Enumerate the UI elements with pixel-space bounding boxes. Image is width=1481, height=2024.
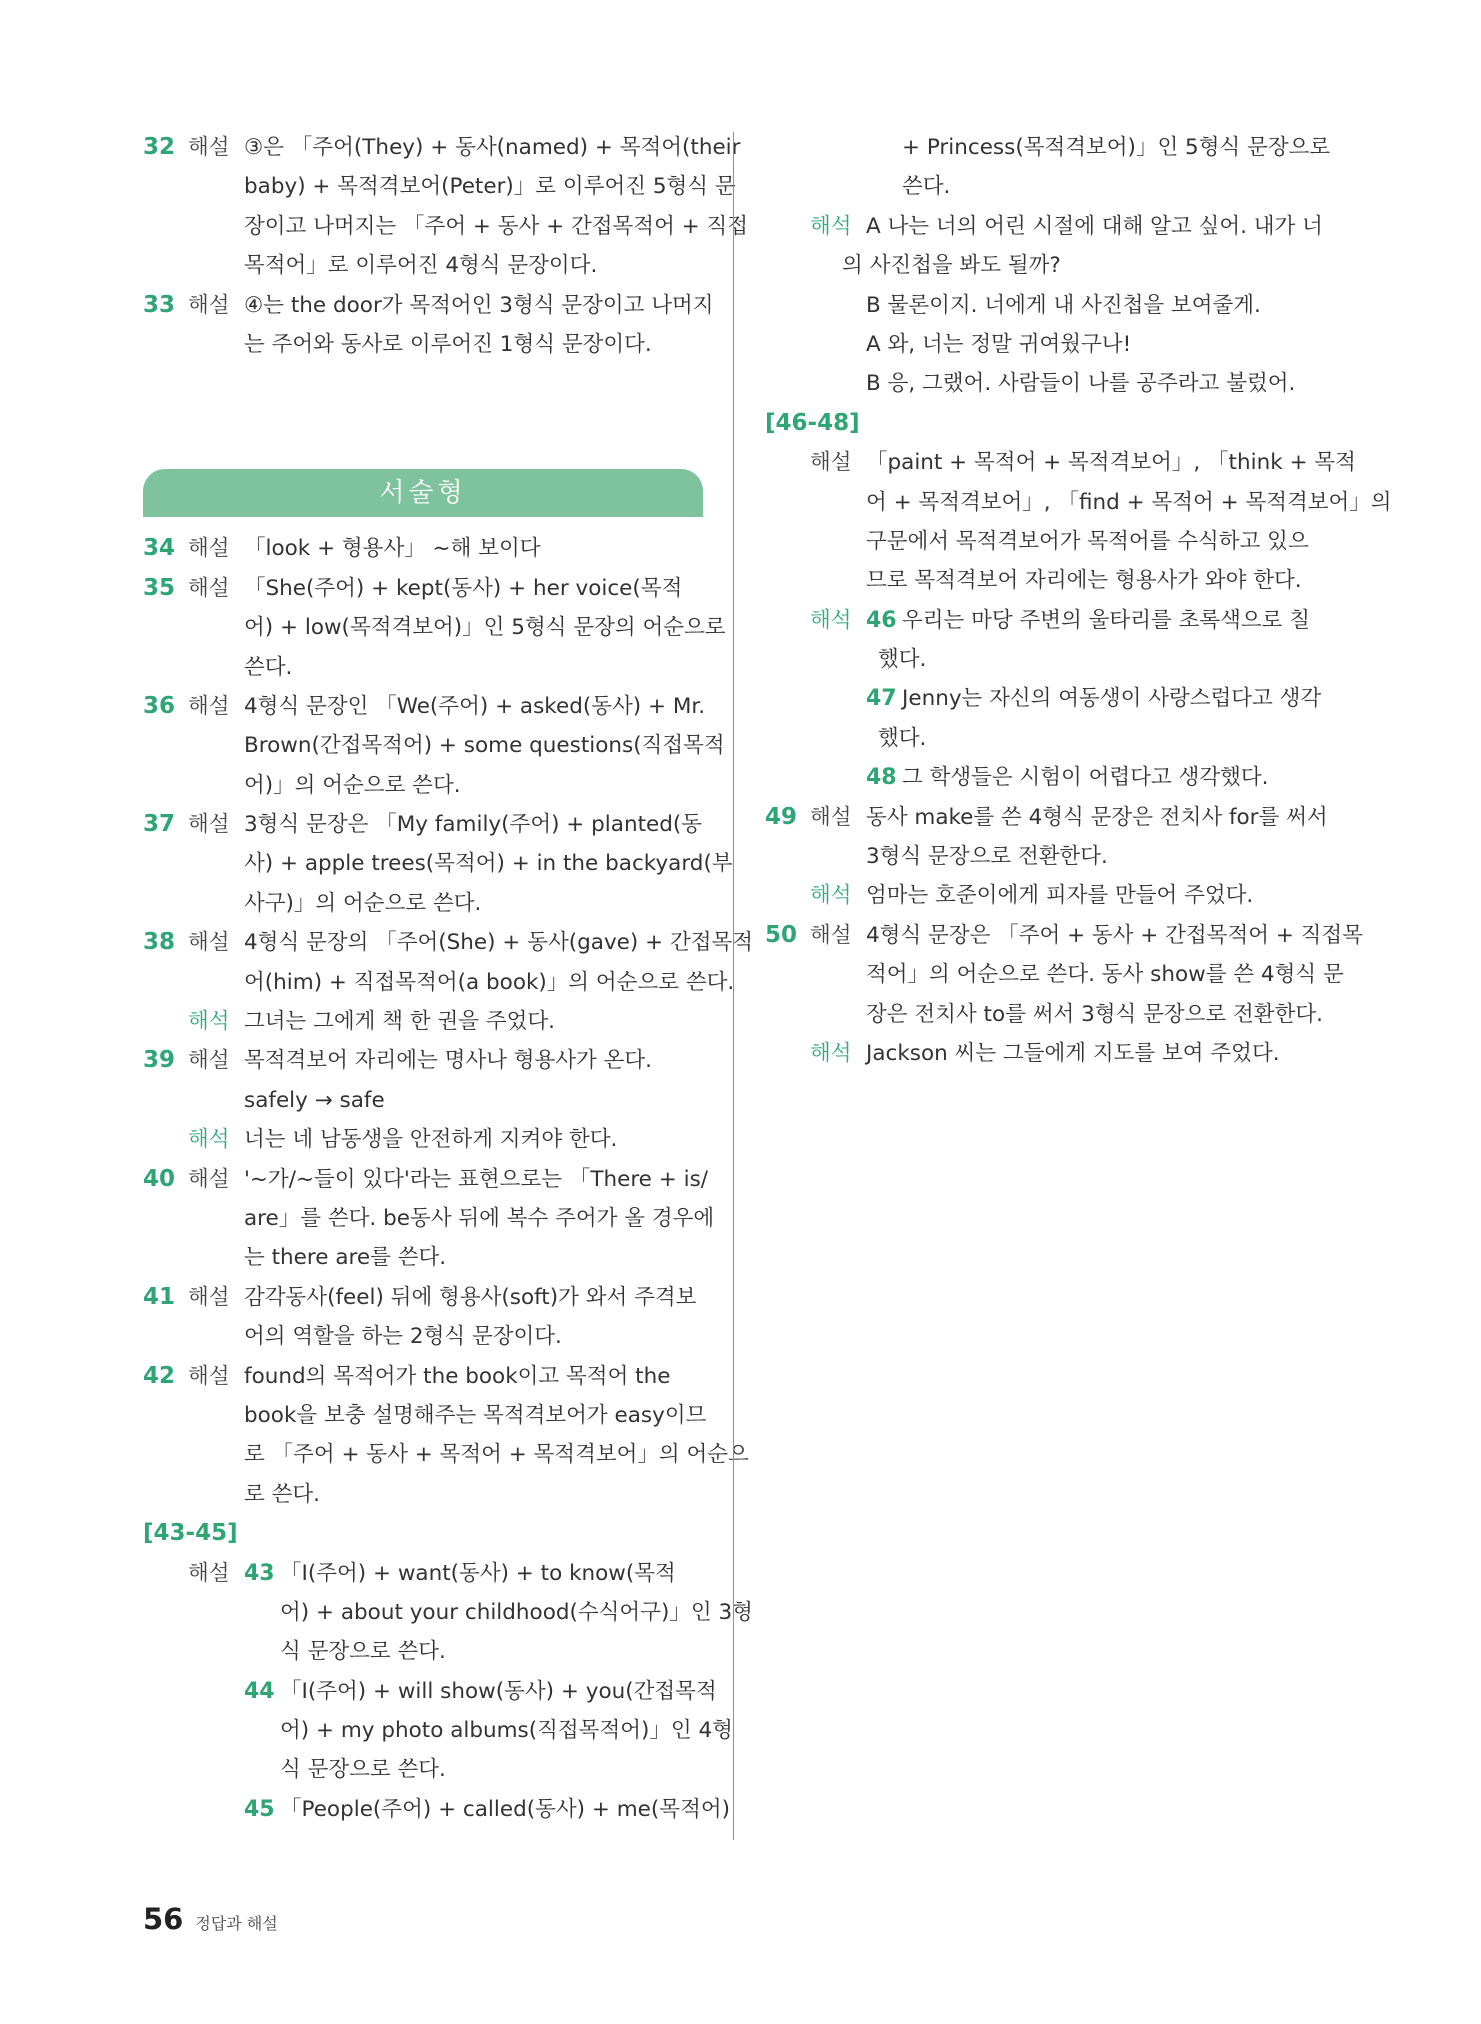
footer-text: 정답과 해설 <box>195 1914 278 1933</box>
answer-text: safely → safe <box>244 1087 385 1113</box>
answer-text: 「look + 형용사」 ~해 보이다 <box>244 536 541 562</box>
answer-line <box>765 1034 1325 1073</box>
answer-text: ③은 「주어(They) + 동사(named) + 목적어(their <box>244 135 741 160</box>
answer-text: 어) + my photo albums(직접목적어)」인 4형 <box>280 1718 733 1744</box>
answer-line <box>765 640 1325 679</box>
answer-text: baby) + 목적격보어(Peter)」로 이루어진 5형식 문 <box>244 174 736 200</box>
answer-text: 어 + 목적격보어」, 「find + 목적어 + 목적격보어」의 <box>866 489 1392 515</box>
answer-text: 목적어」로 이루어진 4형식 문장이다. <box>244 253 598 279</box>
answer-line <box>143 1199 715 1238</box>
answer-text: 「I(주어) + will show(동사) + you(간접목적 <box>280 1678 717 1704</box>
answer-line <box>143 207 749 246</box>
answer-line <box>765 246 1325 285</box>
answer-text: Brown(간접목적어) + some questions(직접목적 <box>244 733 725 759</box>
answer-item <box>765 916 1363 955</box>
answer-text: 장이고 나머지는 「주어 + 동사 + 간접목적어 + 직접 <box>244 213 749 239</box>
answer-text: A 나는 너의 어린 시절에 대해 알고 싶어. 내가 너 <box>866 213 1323 239</box>
explanation-label: 해설 <box>810 804 852 830</box>
translation-label: 해석 <box>188 1127 230 1153</box>
answer-text: 감각동사(feel) 뒤에 형용사(soft)가 와서 주격보 <box>244 1284 697 1310</box>
answer-text: 장은 전치사 to를 써서 3형식 문장으로 전환한다. <box>866 1001 1323 1027</box>
right-column <box>765 128 1392 1073</box>
answer-item <box>143 1160 709 1199</box>
answer-text: 는 주어와 동사로 이루어진 1형식 문장이다. <box>244 331 652 357</box>
question-number: 38 <box>143 929 176 956</box>
section-banner: 서술형 <box>143 469 703 517</box>
answer-line <box>765 758 1325 797</box>
answer-text: 로 쓴다. <box>244 1481 320 1507</box>
answer-text: 엄마는 호준이에게 피자를 만들어 주었다. <box>866 883 1254 909</box>
answer-text: 므로 목적격보어 자리에는 형용사가 와야 한다. <box>866 568 1302 594</box>
answer-text: 어의 역할을 하는 2형식 문장이다. <box>244 1324 562 1350</box>
answer-item <box>143 128 741 167</box>
translation-label: 해석 <box>188 1009 230 1035</box>
answer-line <box>143 1317 703 1356</box>
answer-text: 「She(주어) + kept(동사) + her voice(목적 <box>244 575 683 601</box>
answer-line <box>143 608 726 647</box>
answer-text: 그녀는 그에게 책 한 권을 주었다. <box>244 1009 556 1035</box>
answer-text: 어(him) + 직접목적어(a book)」의 어순으로 쓴다. <box>244 969 735 995</box>
section-gap <box>143 364 703 469</box>
answer-text: 는 there are를 쓴다. <box>244 1245 447 1271</box>
answer-text: 어) + low(목적격보어)」인 5형식 문장의 어순으로 <box>244 615 726 641</box>
answer-text: 사) + apple trees(목적어) + in the backyard(부 <box>244 851 733 877</box>
answer-line <box>765 719 1325 758</box>
answer-text: Jenny는 자신의 여동생이 사랑스럽다고 생각 <box>902 686 1322 712</box>
answer-line <box>143 1790 730 1829</box>
answer-line <box>143 1711 733 1750</box>
question-group-label: [43-45] <box>143 1520 238 1547</box>
answer-text: book을 보충 설명해주는 목적격보어가 easy이므 <box>244 1402 707 1428</box>
explanation-label: 해설 <box>188 1363 230 1389</box>
column-divider <box>733 132 734 1840</box>
answer-line <box>143 1435 749 1474</box>
question-number: 36 <box>143 692 176 719</box>
explanation-label: 해설 <box>188 1048 230 1074</box>
answer-item <box>143 286 714 325</box>
explanation-label: 해설 <box>188 292 230 318</box>
answer-line <box>143 1081 703 1120</box>
answer-text: 3형식 문장은 「My family(주어) + planted(동 <box>244 812 703 838</box>
question-number: 50 <box>765 921 798 948</box>
answer-text: 「I(주어) + want(동사) + to know(목적 <box>280 1560 676 1586</box>
sub-question-number: 44 <box>244 1678 275 1704</box>
answer-line <box>143 1672 717 1711</box>
answer-line <box>143 1002 703 1041</box>
answer-line <box>143 246 703 285</box>
answer-text: are」를 쓴다. be동사 뒤에 복수 주어가 올 경우에 <box>244 1205 715 1231</box>
answer-text: B 물론이지. 너에게 내 사진첩을 보여줄게. <box>866 292 1261 318</box>
answer-text: 그 학생들은 시험이 어렵다고 생각했다. <box>902 765 1269 791</box>
sub-question-number: 47 <box>866 686 897 712</box>
answer-line <box>765 876 1325 915</box>
answer-line <box>143 963 735 1002</box>
answer-text: 4형식 문장인 「We(주어) + asked(동사) + Mr. <box>244 693 706 719</box>
explanation-label: 해설 <box>188 1284 230 1310</box>
explanation-label: 해설 <box>188 1166 230 1192</box>
answer-line <box>765 995 1325 1034</box>
answer-text: found의 목적어가 the book이고 목적어 the <box>244 1363 671 1389</box>
answer-text: 너는 네 남동생을 안전하게 지켜야 한다. <box>244 1127 618 1153</box>
translation-label: 해석 <box>810 607 852 633</box>
answer-item <box>143 1357 703 1396</box>
answer-item <box>143 529 703 568</box>
explanation-label: 해설 <box>188 930 230 956</box>
explanation-label: 해설 <box>188 693 230 719</box>
answer-item <box>765 798 1328 837</box>
page-number: 56 <box>143 1902 184 1936</box>
answer-text: + Princess(목적격보어)」인 5형식 문장으로 <box>902 135 1331 160</box>
question-number: 34 <box>143 535 176 562</box>
answer-line <box>143 167 736 206</box>
answer-text: 「paint + 목적어 + 목적격보어」, 「think + 목적 <box>866 450 1356 476</box>
sub-question-number: 48 <box>866 765 897 791</box>
answer-text: 「People(주어) + called(동사) + me(목적어) <box>280 1796 730 1822</box>
answer-item <box>143 687 706 726</box>
question-number: 49 <box>765 803 798 830</box>
answer-text: 로 「주어 + 동사 + 목적어 + 목적격보어」의 어순으 <box>244 1442 749 1468</box>
answer-text: Jackson 씨는 그들에게 지도를 보여 주었다. <box>866 1040 1280 1066</box>
answer-line <box>765 955 1344 994</box>
question-number: 42 <box>143 1362 176 1389</box>
answer-line <box>143 884 703 923</box>
answer-line <box>765 443 1356 482</box>
answer-line <box>765 561 1325 600</box>
answer-line <box>143 1632 703 1671</box>
answer-text: 3형식 문장으로 전환한다. <box>866 844 1108 870</box>
explanation-label: 해설 <box>188 1560 230 1586</box>
question-number: 32 <box>143 134 176 160</box>
answer-line <box>143 1593 753 1632</box>
answer-line <box>765 679 1325 718</box>
answer-text: 쓴다. <box>902 174 951 200</box>
answer-line <box>765 364 1325 403</box>
answer-text: 사구)」의 어순으로 쓴다. <box>244 890 482 916</box>
question-number: 39 <box>143 1047 176 1074</box>
answer-text: ④는 the door가 목적어인 3형식 문장이고 나머지 <box>244 292 714 318</box>
question-number: 35 <box>143 574 176 601</box>
answer-line <box>143 726 725 765</box>
sub-question-number: 46 <box>866 607 897 633</box>
answer-item <box>143 1041 703 1080</box>
answer-line <box>143 1120 703 1159</box>
sub-question-number: 45 <box>244 1796 275 1822</box>
answer-text: 의 사진첩을 봐도 될까? <box>842 253 1061 279</box>
answer-line <box>143 844 733 883</box>
answer-text: 식 문장으로 쓴다. <box>280 1757 446 1783</box>
answer-line <box>143 766 703 805</box>
answer-line <box>143 1238 703 1277</box>
answer-text: 우리는 마당 주변의 울타리를 초록색으로 칠 <box>902 607 1311 633</box>
answer-text: 적어」의 어순으로 쓴다. 동사 show를 쓴 4형식 문 <box>866 962 1344 988</box>
question-number: 33 <box>143 291 176 318</box>
answer-line <box>765 522 1325 561</box>
explanation-label: 해설 <box>188 812 230 838</box>
answer-line <box>143 325 703 364</box>
answer-text: 4형식 문장의 「주어(She) + 동사(gave) + 간접목적 <box>244 930 754 956</box>
answer-item <box>143 923 754 962</box>
left-column <box>143 128 754 1829</box>
sub-question-number: 43 <box>244 1560 275 1586</box>
translation-label: 해석 <box>810 1040 852 1066</box>
answer-text: A 와, 너는 정말 귀여웠구나! <box>866 331 1132 357</box>
answer-item <box>143 569 703 608</box>
answer-line <box>143 648 703 687</box>
answer-text: 했다. <box>878 725 927 751</box>
answer-text: 했다. <box>878 647 927 673</box>
question-number: 41 <box>143 1283 176 1310</box>
page-footer <box>143 1902 278 1936</box>
question-number: 40 <box>143 1165 176 1192</box>
question-group-label: [46-48] <box>765 409 860 436</box>
answer-text: 목적격보어 자리에는 명사나 형용사가 온다. <box>244 1048 653 1074</box>
answer-line <box>765 286 1325 325</box>
answer-line <box>765 483 1392 522</box>
answer-line <box>143 1396 707 1435</box>
answer-text: 4형식 문장은 「주어 + 동사 + 간접목적어 + 직접목 <box>866 922 1363 948</box>
answer-item <box>143 805 703 844</box>
answer-item <box>143 1278 703 1317</box>
explanation-label: 해설 <box>810 922 852 948</box>
answer-text: 구문에서 목적격보어가 목적어를 수식하고 있으 <box>866 528 1309 554</box>
explanation-label: 해설 <box>188 575 230 601</box>
answer-text: 어) + about your childhood(수식어구)」인 3형 <box>280 1599 753 1625</box>
answer-line <box>143 1750 703 1789</box>
answer-line <box>765 128 1331 167</box>
answer-text: '~가/~들이 있다'라는 표현으로는 「There + is/ <box>244 1166 709 1192</box>
question-number: 37 <box>143 811 176 838</box>
explanation-label: 해설 <box>188 135 230 160</box>
answer-line <box>765 167 1325 206</box>
answer-line <box>765 837 1325 876</box>
answer-text: 동사 make를 쓴 4형식 문장은 전치사 for를 써서 <box>866 804 1328 830</box>
answer-line <box>143 1554 703 1593</box>
answer-text: 식 문장으로 쓴다. <box>280 1639 446 1665</box>
explanation-label: 해설 <box>810 450 852 476</box>
answer-line <box>765 207 1325 246</box>
answer-text: B 응, 그랬어. 사람들이 나를 공주라고 불렀어. <box>866 371 1296 397</box>
translation-label: 해석 <box>810 883 852 909</box>
explanation-label: 해설 <box>188 536 230 562</box>
translation-label: 해석 <box>810 213 852 239</box>
answer-line <box>765 601 1325 640</box>
answer-line <box>765 325 1325 364</box>
answer-text: 쓴다. <box>244 654 293 680</box>
answer-text: 어)」의 어순으로 쓴다. <box>244 772 461 798</box>
answer-line <box>143 1475 703 1514</box>
